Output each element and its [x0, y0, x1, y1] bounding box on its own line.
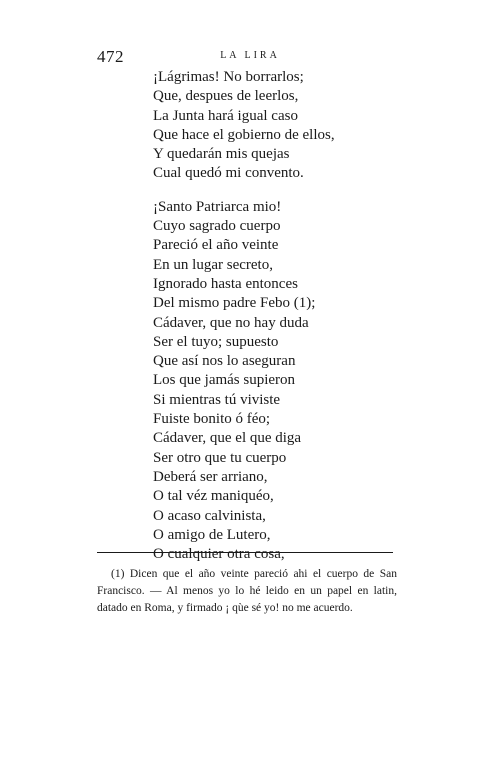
verse-line: Cádaver, que no hay duda — [153, 314, 309, 331]
verse-line: Pareció el año veinte — [153, 237, 279, 254]
running-head: LA LIRA — [220, 50, 280, 61]
verse-line: Ignorado hasta entonces — [153, 275, 298, 292]
verse-line: Ser otro que tu cuerpo — [153, 449, 287, 466]
verse-line: Ser el tuyo; supuesto — [153, 333, 279, 350]
verse-line: ¡Lágrimas! No borrarlos; — [153, 69, 304, 85]
verse-line: Fuiste bonito ó féo; — [153, 411, 271, 428]
verse-line: Cádaver, que el que diga — [153, 430, 302, 447]
verse-line: Que así nos lo aseguran — [153, 353, 296, 370]
verse-line: O cualquier otra cosa, — [153, 546, 285, 563]
footnote — [97, 566, 397, 617]
poem-verse — [153, 68, 335, 564]
verse-line: O acaso calvinista, — [153, 507, 266, 524]
verse-line: Si mientras tú viviste — [153, 391, 281, 408]
verse-line: Cual quedó mi convento. — [153, 165, 304, 182]
verse-line: Los que jamás supieron — [153, 372, 296, 389]
verse-line: En un lugar secreto, — [153, 256, 273, 273]
verse-line: Y quedarán mis quejas — [153, 146, 290, 163]
verse-line: O tal véz maniquéo, — [153, 488, 274, 505]
verse-line: Del mismo padre Febo (1); — [153, 295, 316, 312]
verse-line: Cuyo sagrado cuerpo — [153, 218, 281, 235]
verse-line: Deberá ser arriano, — [153, 468, 268, 485]
page-number: 472 — [97, 47, 124, 66]
verse-line: La Junta hará igual caso — [153, 107, 298, 124]
verse-line: Que, despues de leerlos, — [153, 88, 299, 105]
footnote-divider — [97, 552, 393, 553]
verse-line: O amigo de Lutero, — [153, 526, 271, 543]
verse-line: ¡Santo Patriarca mio! — [153, 198, 282, 215]
verse-line: Que hace el gobierno de ellos, — [153, 126, 335, 143]
footnote-text: (1) Dicen que el año veinte pareció ahi el cuerpo de San Francisco. — Al menos yo lo hé leido en un papel en latin, datado en Roma, y firmado ¡ qùe sé yo! no me acuerdo. — [97, 568, 397, 614]
